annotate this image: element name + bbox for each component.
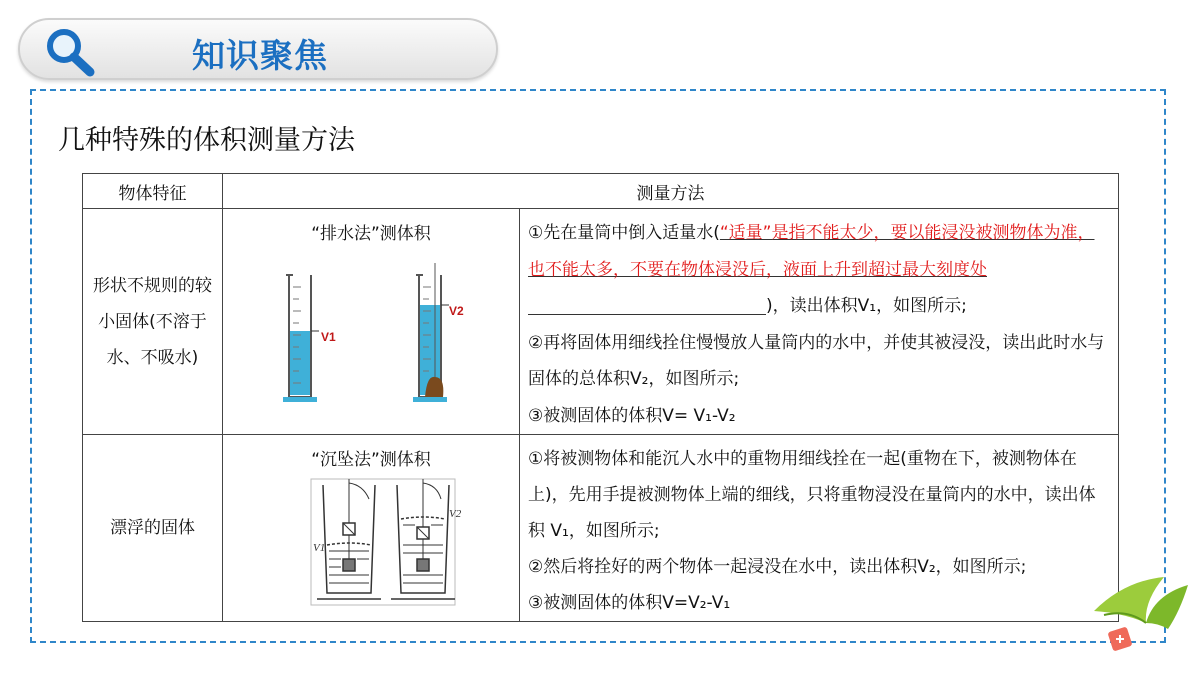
table-row xyxy=(83,435,1119,622)
v2-label: V2 xyxy=(449,508,462,520)
method-description xyxy=(520,435,1119,622)
feature-cell xyxy=(83,435,223,622)
section-banner xyxy=(18,18,498,80)
step1-answer: “适量”是指不能太少，要以能浸没被测物体为准，也不能太多，不要在物体浸没后，液面上升到超过最大刻度处 xyxy=(528,223,1095,280)
method-caption: “沉坠法”测体积 xyxy=(311,450,431,470)
table-row xyxy=(83,209,1119,435)
cylinder-v2 xyxy=(391,479,455,599)
step2-text: ②再将固体用细线拴住慢慢放人量筒内的水中，并使其被浸没，读出此时水与固体的总体积V₂，如图所示; xyxy=(528,332,1105,389)
step3-text: ③被测固体的体积V= V₁-V₂ xyxy=(528,405,736,426)
v2-label: V2 xyxy=(449,304,464,318)
feature-cell xyxy=(83,209,223,435)
step3-text: ③被测固体的体积V=V₂-V₁ xyxy=(528,593,731,613)
cylinder-v1 xyxy=(283,275,336,402)
sinker-method-figure xyxy=(223,475,520,615)
banner-title: 知识聚焦 xyxy=(192,36,328,75)
magnifier-icon xyxy=(42,26,100,78)
answer-blank xyxy=(528,293,766,315)
step2-text: ②然后将拴好的两个物体一起浸没在水中，读出体积V₂，如图所示; xyxy=(528,557,1027,577)
book-leaf-icon xyxy=(1084,571,1194,661)
method-description xyxy=(520,209,1119,435)
table-header-row xyxy=(83,174,1119,209)
step1-suffix: )，读出体积V₁，如图所示; xyxy=(766,296,967,316)
figure-cell xyxy=(223,209,520,435)
col-header-feature: 物体特征 xyxy=(83,174,223,209)
step1-text: ①先在量筒中倒入适量水( xyxy=(528,223,720,243)
cylinder-v2 xyxy=(413,263,464,402)
v1-label: V1 xyxy=(313,542,326,554)
figure-cell xyxy=(223,435,520,622)
v1-label: V1 xyxy=(321,330,336,344)
feature-text: 漂浮的固体 xyxy=(110,518,195,538)
cylinder-v1 xyxy=(317,479,381,599)
col-header-method: 测量方法 xyxy=(223,174,1119,209)
methods-table xyxy=(82,173,1119,622)
feature-text: 形状不规则的较小固体(不溶于水、不吸水) xyxy=(93,275,212,368)
method-caption: “排水法”测体积 xyxy=(311,224,431,244)
step1-text: ①将被测物体和能沉人水中的重物用细线拴在一起(重物在下，被测物体在上)，先用手提被测物体上端的细线，只将重物浸没在量筒内的水中，读出体积 V₁，如图所示; xyxy=(528,449,1096,541)
graduated-cylinders-figure xyxy=(223,253,520,423)
page-heading: 几种特殊的体积测量方法 xyxy=(58,125,355,156)
